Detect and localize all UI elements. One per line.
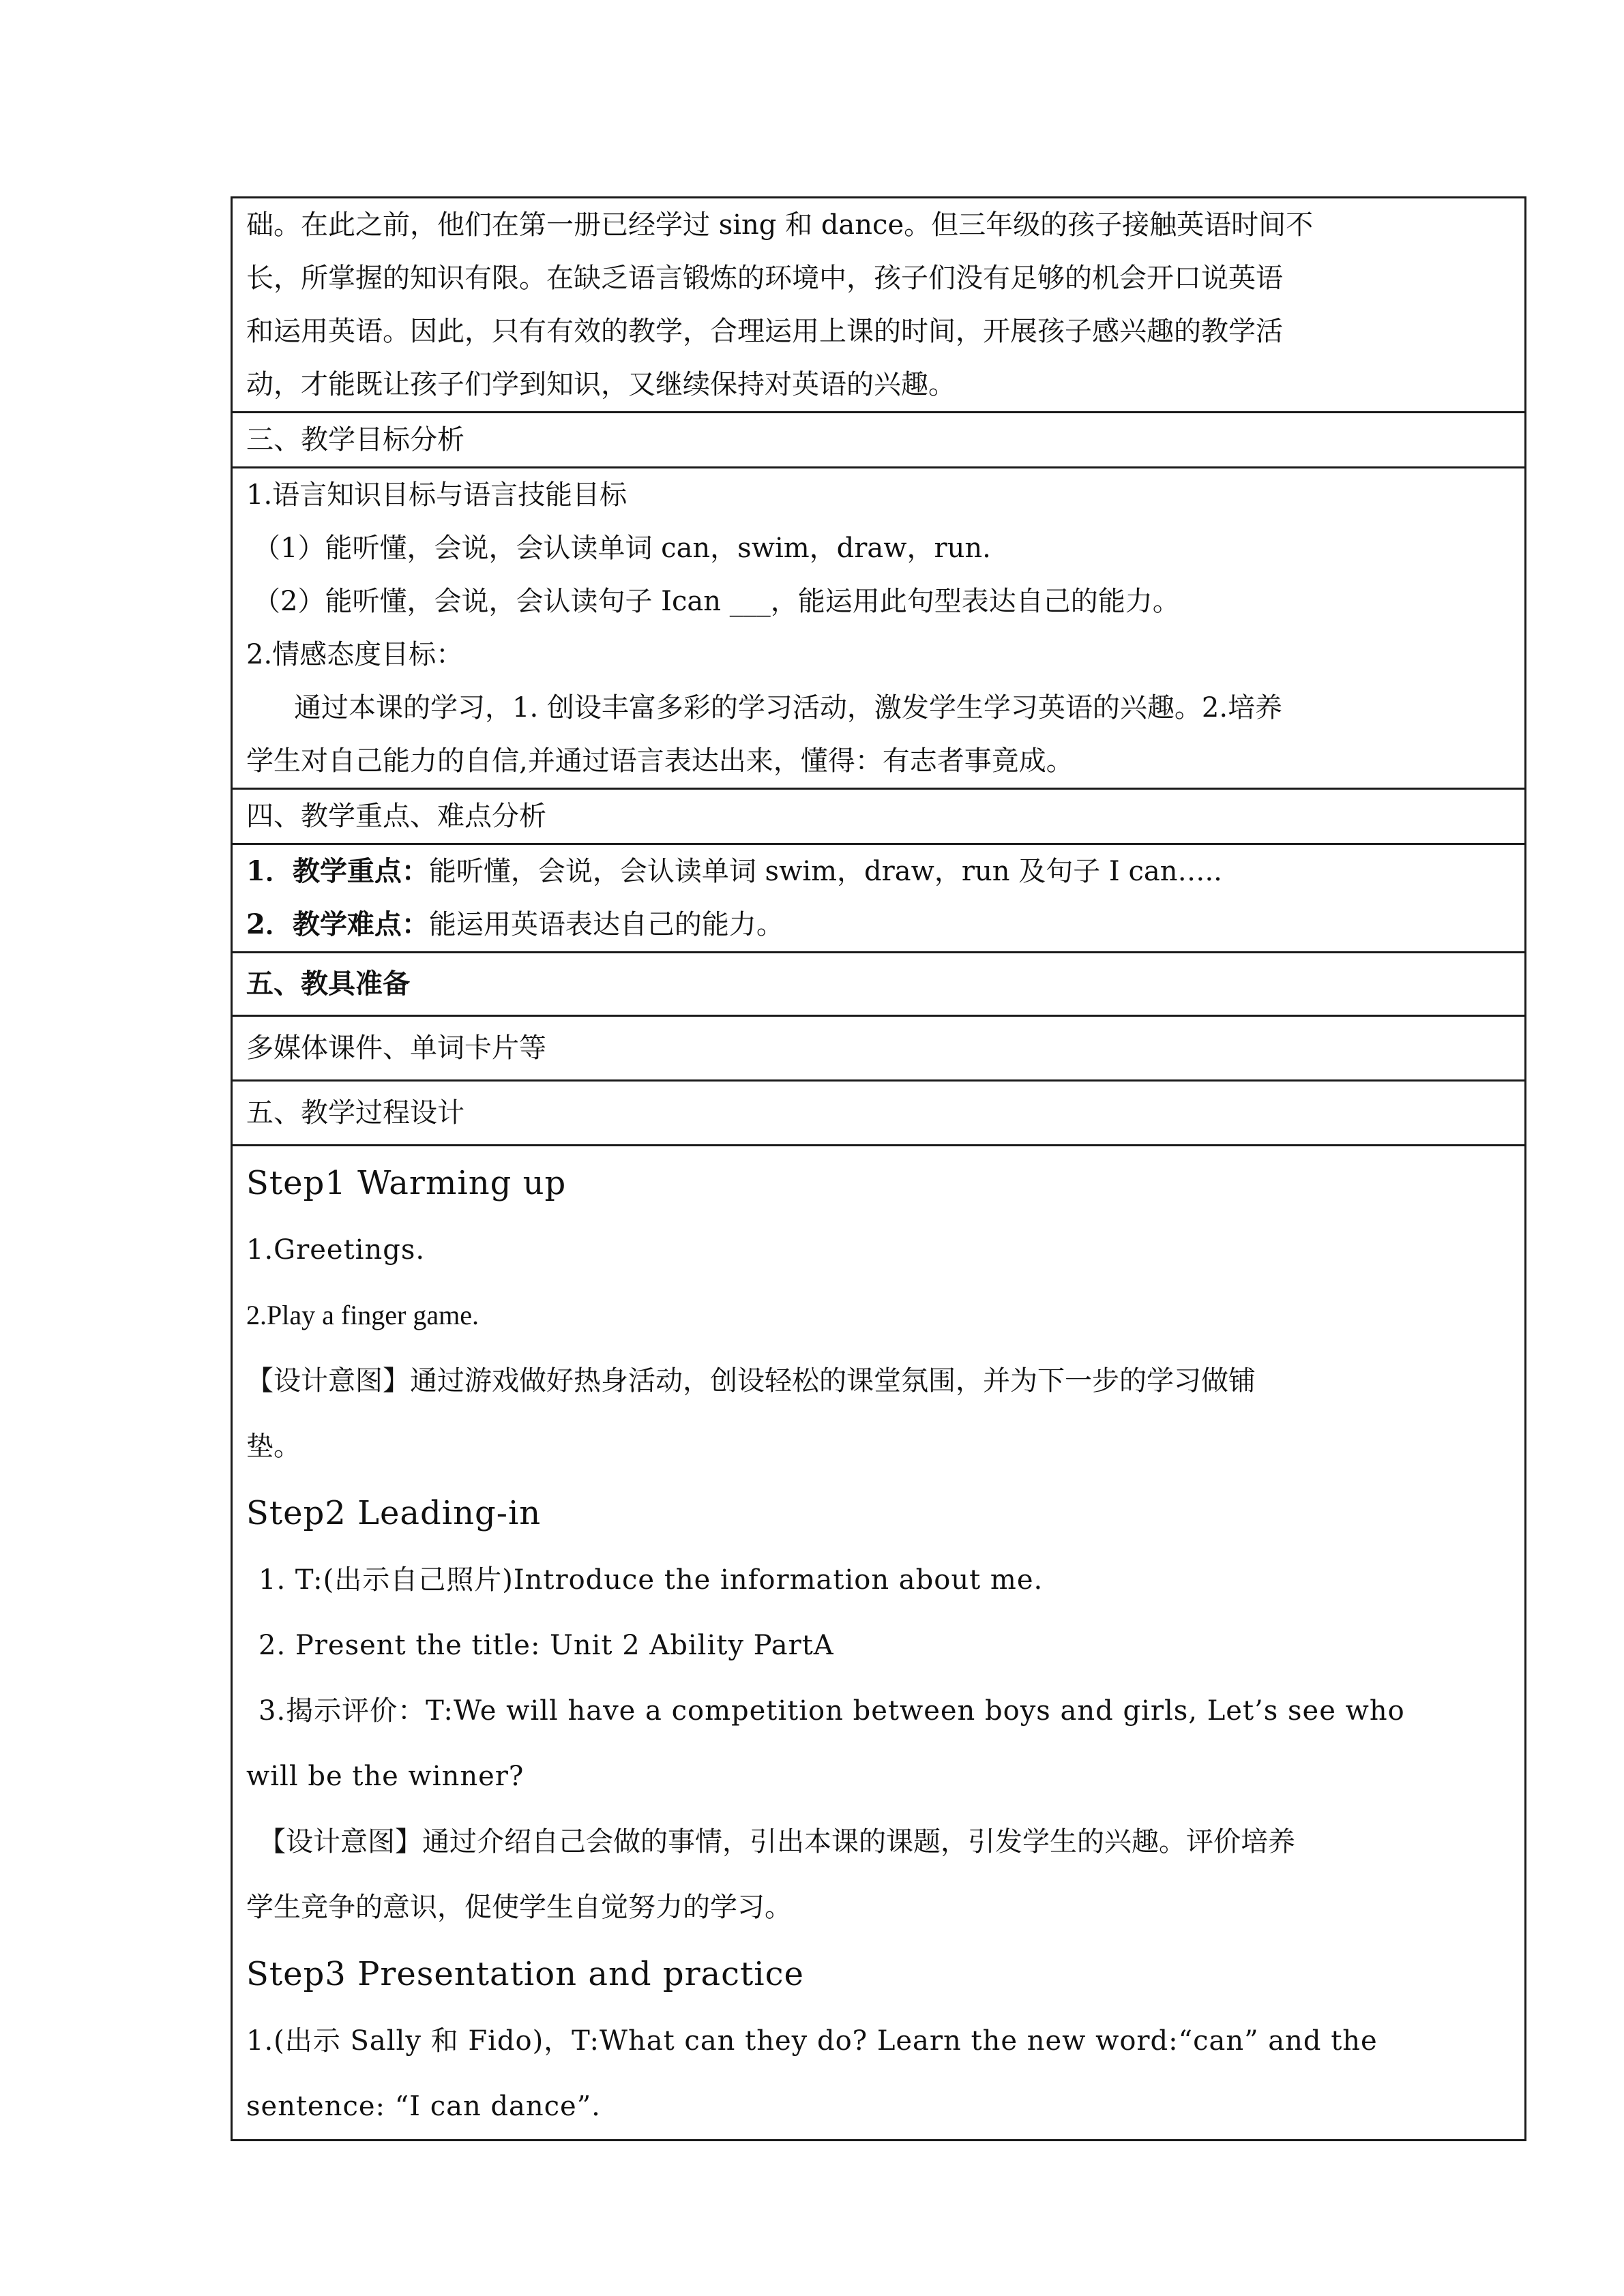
section4-content [232, 844, 1526, 953]
section6-header-row [232, 1081, 1526, 1146]
intro-line: 动，才能既让孩子们学到知识，又继续保持对英语的兴趣。 [246, 369, 956, 400]
step1-title: Step1 Warming up [246, 1164, 567, 1202]
objective-line: 2.情感态度目标： [246, 639, 464, 670]
objective-line: （2）能听懂，会说，会认读句子 Ican ___，能运用此句型表达自己的能力。 [253, 586, 1180, 617]
intro-cell [232, 198, 1526, 413]
section3-header-row [232, 413, 1526, 468]
difficulty-label: 2．教学难点： [246, 908, 429, 940]
key-point-label: 1．教学重点： [246, 855, 429, 887]
difficulty-line [246, 898, 1511, 951]
section6-title: 五、教学过程设计 [232, 1081, 1526, 1146]
section3-title: 三、教学目标分析 [232, 413, 1526, 468]
lesson-plan-table [231, 196, 1526, 2141]
section5-content-row [232, 1016, 1526, 1081]
step1-intent-line: 【设计意图】通过游戏做好热身活动，创设轻松的课堂氛围，并为下一步的学习做铺 [246, 1365, 1256, 1397]
step2-line: 3.揭示评价：T:We will have a competition between boys and girls, Let’s see who [259, 1695, 1405, 1727]
process-row [232, 1146, 1526, 2141]
step3-title: Step3 Presentation and practice [246, 1955, 804, 1993]
key-point-line [246, 845, 1511, 898]
intro-line: 础。在此之前，他们在第一册已经学过 sing 和 dance。但三年级的孩子接触英语时间不 [246, 209, 1314, 241]
step2-line: will be the winner? [246, 1761, 525, 1792]
step2-intent-line: 【设计意图】通过介绍自己会做的事情，引出本课的课题，引发学生的兴趣。评价培养 [259, 1826, 1295, 1858]
process-content [232, 1146, 1526, 2141]
key-point-text: 能听懂，会说，会认读单词 swim，draw，run 及句子 I can….. [428, 856, 1222, 887]
section5-title: 五、教具准备 [232, 953, 1526, 1016]
intro-line: 和运用英语。因此，只有有效的教学，合理运用上课的时间，开展孩子感兴趣的教学活 [246, 316, 1283, 347]
section5-content: 多媒体课件、单词卡片等 [232, 1016, 1526, 1081]
section4-title: 四、教学重点、难点分析 [232, 789, 1526, 844]
step1-intent-line: 垫。 [246, 1431, 301, 1462]
objective-line: 1.语言知识目标与语言技能目标 [246, 479, 628, 511]
intro-row [232, 198, 1526, 413]
step1-line: 2.Play a finger game. [246, 1300, 479, 1330]
step3-line: sentence: “I can dance”. [246, 2091, 601, 2122]
difficulty-text: 能运用英语表达自己的能力。 [428, 909, 784, 940]
step2-line: 2. Present the title: Unit 2 Ability PartA [259, 1630, 834, 1661]
step3-line: 1.(出示 Sally 和 Fido)，T:What can they do? Learn the new word:“can” and the [246, 2025, 1378, 2057]
section3-content-row [232, 468, 1526, 789]
section5-header-row [232, 953, 1526, 1016]
step2-intent-line: 学生竞争的意识，促使学生自觉努力的学习。 [246, 1892, 792, 1923]
objective-line: 通过本课的学习，1. 创设丰富多彩的学习活动，激发学生学习英语的兴趣。2.培养 [294, 692, 1283, 724]
objective-line: （1）能听懂，会说，会认读单词 can，swim，draw，run. [253, 533, 991, 564]
step2-line: 1. T:(出示自己照片)Introduce the information about me. [259, 1564, 1044, 1596]
section3-content [232, 468, 1526, 789]
objective-line: 学生对自己能力的自信,并通过语言表达出来，懂得：有志者事竟成。 [246, 745, 1074, 777]
step1-line: 1.Greetings. [246, 1234, 426, 1266]
section4-header-row [232, 789, 1526, 844]
intro-line: 长，所掌握的知识有限。在缺乏语言锻炼的环境中，孩子们没有足够的机会开口说英语 [246, 263, 1283, 294]
step2-title: Step2 Leading-in [246, 1494, 542, 1532]
section4-content-row [232, 844, 1526, 953]
